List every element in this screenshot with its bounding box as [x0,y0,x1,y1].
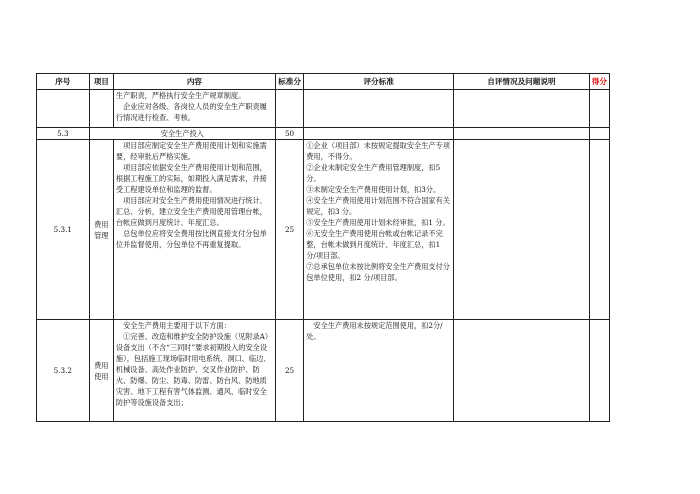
table-header-row [37,74,610,90]
cell-item: 费用管理 [89,140,113,320]
header-self-eval: 自评情况及问题说明 [454,74,590,90]
table-row [37,320,610,422]
table-row [37,140,610,320]
cell-content: 项目部应制定安全生产费用使用计划和实施需要，经审批后严格实施。 项目部应依据安全生产费用使用计划和范围，根据工程施工的实际，如期投入满足需求，并接受工程建设单位和监理的监督。 项目部应对安全生产费用使用情况进行统计、汇总、分析，建立安全生产费用使用管理台帐，台帐应做到月度统计、年度汇总。 总包单位应将安全费用按比例直接支付分包单位并监督使用，分包单位不再重复提取。 [113,140,275,320]
cell-standard: 50 [275,128,303,140]
cell-score [589,320,609,422]
cell-seq: 5.3.1 [37,140,90,320]
header-standard: 标准分 [275,74,303,90]
header-content: 内容 [113,74,275,90]
cell-content: 生产职责，严格执行安全生产规章制度。 企业应对各级、各岗位人员的安全生产职责履行情况进行检查、考核。 [113,90,275,128]
table-row [37,90,610,128]
header-seq: 序号 [37,74,90,90]
cell-self-eval [454,90,590,128]
cell-criteria [304,90,454,128]
cell-standard: 25 [275,320,303,422]
cell-criteria: ①企业（项目部）未按规定提取安全生产专项费用，不得分。 ②企业未制定安全生产费用管理制度，扣5分。 ③未制定安全生产费用使用计划，扣3分。 ④安全生产费用使用计划范围不符合国家有关规定，扣3 分。 ⑤安全生产费用使用计划未经审批，扣1 分。 ⑥无安全生产费用使用台帐或台帐记录不完整，台帐未做到月度统计、年度汇总，扣1 分/项目部。 ⑦总承包单位未按比例将安全生产费用支付分包单位使用，扣2 分/项目部。 [304,140,454,320]
cell-seq: 5.3.2 [37,320,90,422]
cell-self-eval [454,140,590,320]
cell-self-eval [454,128,590,140]
cell-criteria [304,128,454,140]
cell-standard [275,90,303,128]
cell-score [589,140,609,320]
cell-item: 费用使用 [89,320,113,422]
cell-self-eval [454,320,590,422]
cell-standard: 25 [275,140,303,320]
cell-criteria: 安全生产费用未按规定范围使用，扣2分/处。 [304,320,454,422]
cell-item [89,90,113,128]
header-criteria: 评分标准 [304,74,454,90]
cell-seq: 5.3 [37,128,90,140]
evaluation-table [36,73,610,422]
cell-seq [37,90,90,128]
header-score: 得分 [589,74,609,90]
cell-section-title: 安全生产投入 [89,128,275,140]
cell-content: 安全生产费用主要用于以下方面： ①完善、改造和维护安全防护设施（见附录A）设备支出（不含“三同时”要求初期投入的安全设施），包括施工现场临时用电系统、洞口、临边、机械设备、高处作业防护、交叉作业防护、防火、防爆、防尘、防毒、防雷、防台风、防地质灾害、地下工程有害气体监测、通风、临时安全防护等设施设备支出； [113,320,275,422]
table-row [37,128,610,140]
header-item: 项目 [89,74,113,90]
cell-score [589,90,609,128]
cell-score [589,128,609,140]
